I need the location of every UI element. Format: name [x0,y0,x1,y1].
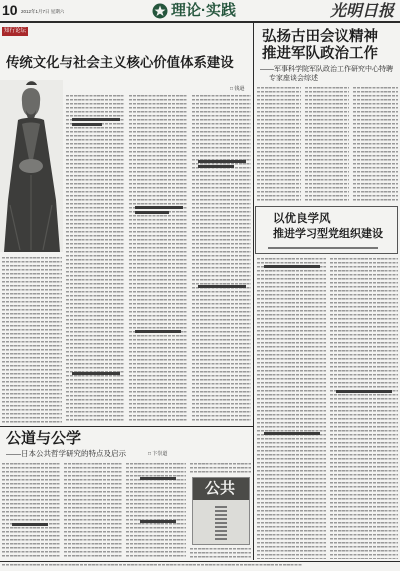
main-article-subheading [72,118,120,121]
main-article-title: 传统文化与社会主义核心价值体系建设 [6,55,234,70]
right-top-body-col3 [353,87,398,203]
bottom-article-body-col1 [2,463,60,559]
confucius-statue-image [0,80,63,252]
main-article-subheading [198,285,246,288]
newspaper-logo: 光明日报 [330,1,395,20]
bottom-article-author: □ 卞崇道 [148,451,168,457]
right-bottom-body-col1 [257,258,326,559]
bottom-article-title: 公道与公学 [6,430,82,447]
main-article-body-col1 [2,257,62,423]
right-top-body-col1 [257,87,301,203]
section-divider [0,426,253,427]
page-number: 10 [2,2,18,18]
right-top-title-line2: 推进军队政治工作 [262,46,378,62]
main-article-author: □ 钱逊 [230,86,245,92]
book-cover-title: 公共 [205,480,236,497]
book-cover-lines [215,506,227,540]
bottom-article-body-col2 [64,463,122,559]
right-bottom-subheading [264,265,320,268]
bottom-article-subheading [140,477,176,480]
right-bottom-title-line1: 以优良学风 [273,213,331,225]
main-article-subheading [135,330,181,333]
right-top-body-col2 [305,87,349,203]
issue-date: 2012年1月7日 星期六 [21,9,65,14]
right-bottom-subheading [336,390,392,393]
footer-text [2,564,302,567]
bottom-article-body-col4 [190,548,251,559]
book-cover-image [192,477,250,545]
right-bottom-author-line [268,247,378,249]
main-article-body-col3 [129,95,187,423]
bottom-article-subheading [140,520,176,523]
header-rule [0,21,400,23]
bottom-article-body-col4 [190,463,251,474]
main-article-subheading [198,165,234,168]
section-title: 理论·实践 [171,2,236,19]
right-top-subtitle-line1: ——军事科学院军队政治工作研究中心特聘 [260,66,393,73]
star-emblem-icon [152,3,168,19]
right-bottom-body-col2 [330,258,398,559]
column-divider [253,23,254,560]
main-article-subheading [72,372,120,375]
right-top-title-line1: 弘扬古田会议精神 [262,29,378,45]
bottom-article-subtitle: ——日本公共哲学研究的特点及启示 [6,449,126,458]
main-article-subheading [198,160,246,163]
footer-rule [0,561,400,562]
right-bottom-subheading [264,432,320,435]
main-article-subheading [72,123,102,126]
bottom-article-subheading [12,523,48,526]
right-top-subtitle-line2: 专家座谈会综述 [269,75,318,82]
column-tag: 知行论坛 [4,27,27,34]
main-article-body-col4 [192,95,251,423]
main-article-subheading [135,211,169,214]
right-bottom-title-line2: 推进学习型党组织建设 [273,228,383,240]
main-article-subheading [135,206,183,209]
